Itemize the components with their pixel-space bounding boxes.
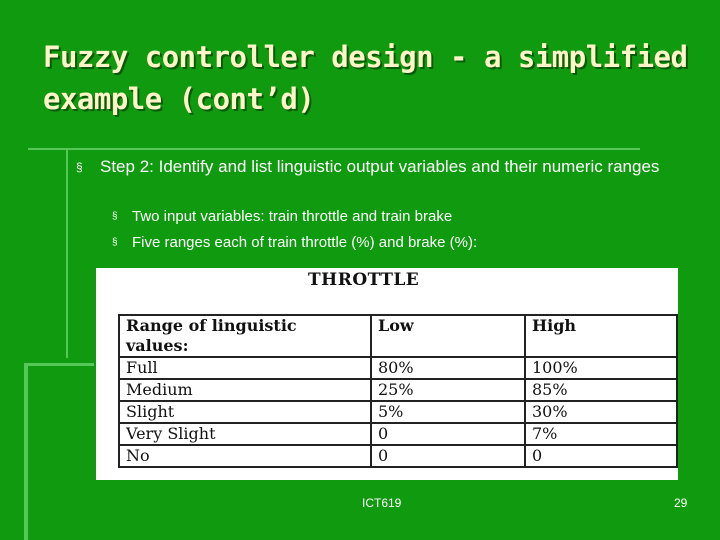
- cell-low: 0: [371, 445, 525, 467]
- cell-low: 0: [371, 423, 525, 445]
- header-low: Low: [371, 315, 525, 357]
- cell-range: Medium: [119, 379, 371, 401]
- frame-line-left: [66, 148, 68, 358]
- table-row: [119, 445, 677, 467]
- bullet-marker-icon: §: [76, 160, 83, 174]
- throttle-figure: [96, 268, 678, 480]
- cell-high: 0: [525, 445, 677, 467]
- header-high: High: [525, 315, 677, 357]
- cell-high: 30%: [525, 401, 677, 423]
- sub-bullet-2: [112, 233, 692, 253]
- cell-low: 5%: [371, 401, 525, 423]
- cell-low: 25%: [371, 379, 525, 401]
- throttle-table: [118, 314, 678, 468]
- sub-bullet-text: Two input variables: train throttle and train brake: [132, 208, 453, 225]
- cell-range: Very Slight: [119, 423, 371, 445]
- table-row: [119, 379, 677, 401]
- main-bullet: [76, 156, 696, 178]
- sub-bullet-text: Five ranges each of train throttle (%) and brake (%):: [132, 234, 478, 251]
- table-row: [119, 401, 677, 423]
- cell-high: 7%: [525, 423, 677, 445]
- footer-course-code: ICT619: [362, 496, 402, 510]
- frame-line-top: [28, 148, 640, 150]
- header-range: Range of linguistic values:: [119, 315, 371, 357]
- main-bullet-text: Step 2: Identify and list linguistic output variables and their numeric ranges: [100, 157, 660, 176]
- table-row: [119, 423, 677, 445]
- bullet-marker-icon: §: [112, 211, 118, 222]
- page-number: 29: [674, 496, 688, 510]
- cell-range: Full: [119, 357, 371, 379]
- cell-range: Slight: [119, 401, 371, 423]
- sub-bullet-1: [112, 207, 692, 227]
- table-row: [119, 357, 677, 379]
- bullet-marker-icon: §: [112, 237, 118, 248]
- frame-line-left-lower: [24, 365, 28, 540]
- slide-title: Fuzzy controller design - a simplified example (cont’d): [43, 40, 688, 116]
- table-header-row: [119, 315, 677, 357]
- cell-range: No: [119, 445, 371, 467]
- cell-high: 85%: [525, 379, 677, 401]
- figure-title: THROTTLE: [308, 270, 420, 290]
- cell-high: 100%: [525, 357, 677, 379]
- frame-line-mid: [24, 363, 94, 366]
- cell-low: 80%: [371, 357, 525, 379]
